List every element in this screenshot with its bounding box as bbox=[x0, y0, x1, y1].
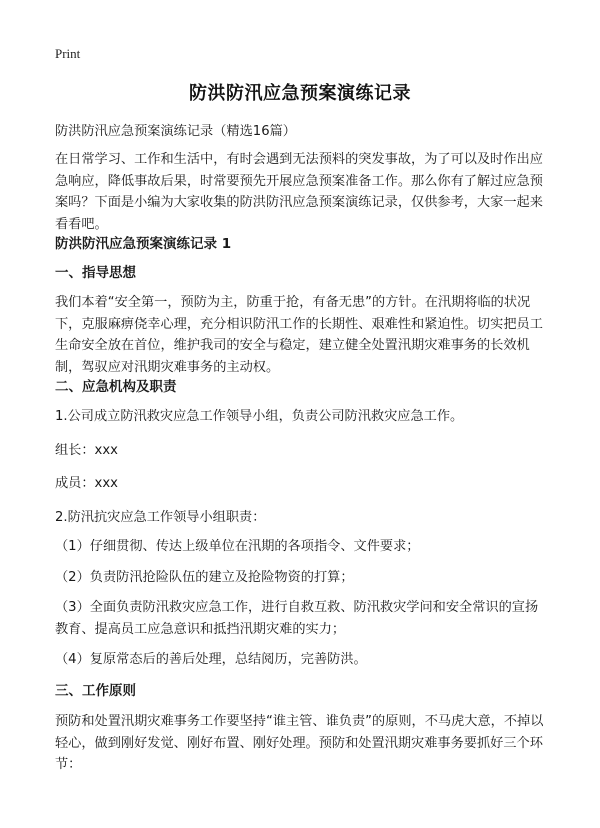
section-title: 防洪防汛应急预案演练记录 1 bbox=[55, 236, 232, 252]
duty-item-3: （3）全面负责防汛救灾应急工作，进行自救互救、防汛救灾学问和安全常识的宣扬教育、提高员工应急意识和抵挡汛期灾难的实力； bbox=[55, 600, 539, 637]
heading-work-principles: 三、工作原则 bbox=[55, 683, 136, 699]
leader-line: 组长：xxx bbox=[55, 443, 118, 458]
member-line: 成员：xxx bbox=[55, 476, 118, 491]
duty-item-4: （4）复原常态后的善后处理，总结阅历，完善防洪。 bbox=[55, 652, 367, 667]
heading-emergency-organization: 二、应急机构及职责 bbox=[55, 379, 177, 395]
intro-paragraph: 在日常学习、工作和生活中，有时会遇到无法预料的突发事故，为了可以及时作出应急响应，降低事故后果，时常要预先开展应急预案准备工作。那么你有了解过应急预案吗？下面是小编为大家收集的防洪防汛应急预案演练记录，仅供参考，大家一起来看看吧。 bbox=[55, 152, 543, 232]
organization-paragraph: 1.公司成立防汛救灾应急工作领导小组，负责公司防汛救灾应急工作。 bbox=[55, 409, 464, 424]
page-title: 防洪防汛应急预案演练记录 bbox=[189, 83, 411, 104]
duty-item-1: （1）仔细贯彻、传达上级单位在汛期的各项指令、文件要求； bbox=[55, 539, 420, 554]
guiding-principle-paragraph: 我们本着“安全第一，预防为主，防重于抢，有备无患”的方针。在汛期将临的状况下，克服麻痹侥幸心理，充分相识防汛工作的长期性、艰难性和紧迫性。切实把员工生命安全放在首位，维护我司的安全与稳定，建立健全处置汛期灾难事务的长效机制，驾驭应对汛期灾难事务的主动权。 bbox=[55, 295, 543, 375]
work-principles-paragraph: 预防和处置汛期灾难事务工作要坚持“谁主管、谁负责”的原则，不马虎大意，不掉以轻心，做到刚好发觉、刚好布置、刚好处理。预防和处置汛期灾难事务要抓好三个环节： bbox=[55, 714, 544, 772]
duties-intro: 2.防汛抗灾应急工作领导小组职责： bbox=[55, 510, 266, 525]
print-label[interactable]: Print bbox=[55, 46, 81, 61]
heading-guiding-principle: 一、指导思想 bbox=[55, 265, 136, 281]
duty-item-2: （2）负责防汛抢险队伍的建立及抢险物资的打算； bbox=[55, 570, 354, 585]
subtitle: 防洪防汛应急预案演练记录（精选16篇） bbox=[55, 124, 296, 139]
